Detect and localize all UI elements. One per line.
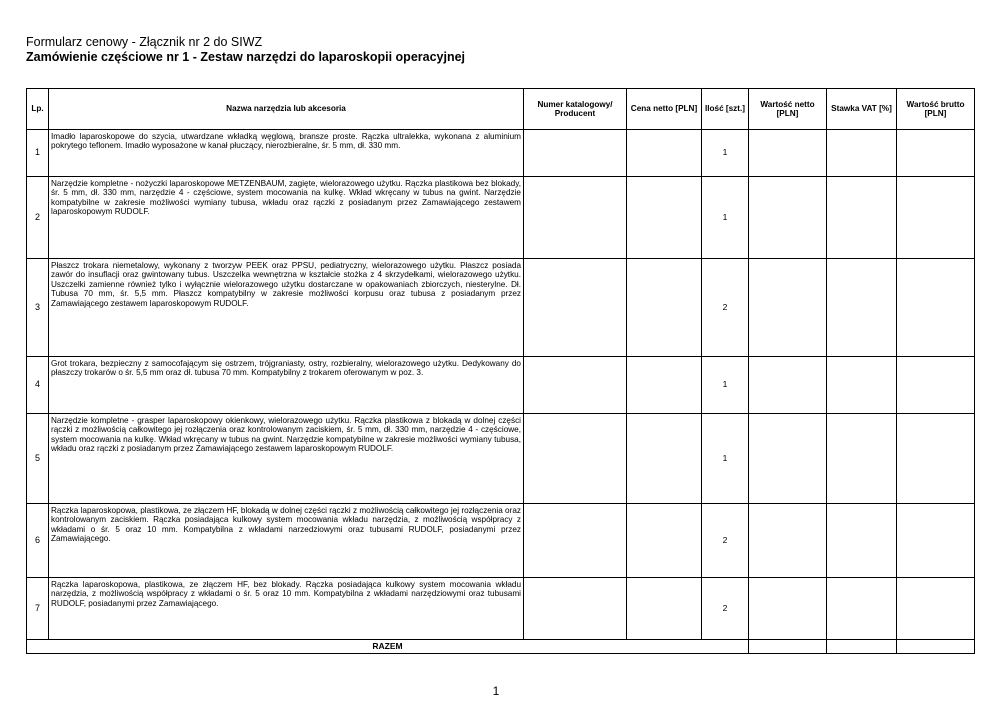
- row-description: Imadło laparoskopowe do szycia, utwardzane wkładką węglową, bransze proste. Rączka ultralekka, wykonana z aluminium pokrytego teflonem. Imadło wyposażone w kanał płuczący, nierozbieralne, śr. 5 mm, dł. 330 mm.: [49, 130, 524, 177]
- gross-value-cell[interactable]: [897, 130, 975, 177]
- net-price-cell[interactable]: [627, 504, 702, 578]
- catalog-number-cell[interactable]: [524, 177, 627, 259]
- price-form-table: [26, 88, 975, 654]
- table-row: [27, 414, 975, 504]
- vat-rate-cell[interactable]: [827, 578, 897, 640]
- document-header: [26, 35, 465, 65]
- row-description: Narzędzie kompletne - grasper laparoskopowy okienkowy, wielorazowego użytku. Rączka plastikowa z blokadą w dolnej części rączki z możliwością całkowitego jej rozłączenia oraz kontrolowanym zaciskiem, śr. 5 mm, dł. 330 mm, narzędzie 4 - częściowe, system mocowania na kulkę. Wkład wkręcany w tubus na gwint. Narzędzie kompatybilne w zakresie możliwości wymiany tubusa, wkładu oraz rączki z posiadanym przez Zamawiającego zestawem laparoskopowym RUDOLF.: [49, 414, 524, 504]
- table-row: [27, 504, 975, 578]
- column-header-name: Nazwa narzędzia lub akcesoria: [49, 89, 524, 130]
- catalog-number-cell[interactable]: [524, 130, 627, 177]
- table-row: [27, 130, 975, 177]
- row-lp: 2: [27, 177, 49, 259]
- row-lp: 3: [27, 259, 49, 357]
- row-quantity: 1: [702, 177, 749, 259]
- row-quantity: 1: [702, 414, 749, 504]
- net-price-cell[interactable]: [627, 130, 702, 177]
- table-row: [27, 177, 975, 259]
- net-value-cell[interactable]: [749, 357, 827, 414]
- row-quantity: 2: [702, 259, 749, 357]
- column-header-net-price: Cena netto [PLN]: [627, 89, 702, 130]
- row-description: Rączka laparoskopowa, plastikowa, ze złączem HF, blokadą w dolnej części rączki z możliwością całkowitego jej rozłączenia oraz kontrolowanym zaciskiem. Rączka posiadająca kulkowy system mocowania wkładu narzędzia, z możliwością współpracy z wkładami o śr. 5 oraz 10 mm. Kompatybilna z wkładami narzedziowymi oraz tubusami RUDOLF, posiadanymi przez Zamawiającego.: [49, 504, 524, 578]
- row-description: Płaszcz trokara niemetalowy, wykonany z tworzyw PEEK oraz PPSU, pediatryczny, wielorazowego użytku. Płaszcz posiada zawór do insuflacji oraz gwintowany tubus. Uszczelka wewnętrzna w kształcie stożka z 4 skrzydełkami, wielorazowego użytku. Uszczelki zamienne również tylko i wyłącznie wielorazowego użytku dostarczane w opakowaniach zbiorczych, niesterylne. Dł. Tubusa 70 mm, śr. 5,5 mm. Płaszcz kompatybilny w zakresie możliwości korpusu oraz tubusa z posiadanym przez Zamawiającego zestawem laparoskopowym RUDOLF.: [49, 259, 524, 357]
- total-row: [27, 640, 975, 654]
- form-title: Zamówienie częściowe nr 1 - Zestaw narzędzi do laparoskopii operacyjnej: [26, 50, 466, 64]
- table-header-row: [27, 89, 975, 130]
- gross-value-cell[interactable]: [897, 414, 975, 504]
- catalog-number-cell[interactable]: [524, 504, 627, 578]
- table-row: [27, 357, 975, 414]
- net-value-cell[interactable]: [749, 177, 827, 259]
- net-value-cell[interactable]: [749, 578, 827, 640]
- catalog-number-cell[interactable]: [524, 414, 627, 504]
- row-quantity: 2: [702, 504, 749, 578]
- row-lp: 4: [27, 357, 49, 414]
- net-value-cell[interactable]: [749, 130, 827, 177]
- column-header-quantity: Ilość [szt.]: [702, 89, 749, 130]
- row-lp: 1: [27, 130, 49, 177]
- row-quantity: 1: [702, 357, 749, 414]
- catalog-number-cell[interactable]: [524, 259, 627, 357]
- vat-rate-cell[interactable]: [827, 130, 897, 177]
- net-price-cell[interactable]: [627, 259, 702, 357]
- gross-value-cell[interactable]: [897, 578, 975, 640]
- catalog-number-cell[interactable]: [524, 578, 627, 640]
- column-header-lp: Lp.: [27, 89, 49, 130]
- table-row: [27, 259, 975, 357]
- column-header-net-value: Wartość netto [PLN]: [749, 89, 827, 130]
- vat-rate-cell[interactable]: [827, 177, 897, 259]
- net-price-cell[interactable]: [627, 414, 702, 504]
- table-row: [27, 578, 975, 640]
- vat-rate-cell[interactable]: [827, 414, 897, 504]
- net-value-cell[interactable]: [749, 259, 827, 357]
- column-header-catalog-number: Numer katalogowy/ Producent: [524, 89, 627, 130]
- row-quantity: 1: [702, 130, 749, 177]
- column-header-vat-rate: Stawka VAT [%]: [827, 89, 897, 130]
- net-value-cell[interactable]: [749, 504, 827, 578]
- row-description: Grot trokara, bezpieczny z samocofającym się ostrzem, trójgraniasty, ostry, rozbieralny, wielorazowego użytku. Dedykowany do płaszczy trokarów o śr. 5,5 mm oraz dł. tubusa 70 mm. Kompatybilny z trokarem oferowanym w poz. 3.: [49, 357, 524, 414]
- vat-rate-cell[interactable]: [827, 504, 897, 578]
- net-price-cell[interactable]: [627, 357, 702, 414]
- total-gross-value-cell[interactable]: [897, 640, 975, 654]
- total-net-value-cell[interactable]: [749, 640, 827, 654]
- row-lp: 5: [27, 414, 49, 504]
- row-description: Rączka laparoskopowa, plastikowa, ze złączem HF, bez blokady. Rączka posiadająca kulkowy system mocowania wkładu narzędzia, z możliwością współpracy z wkładami o śr. 5 oraz 10 mm. Kompatybilna z wkładami narzędziowymi oraz tubusami RUDOLF, posiadanymi przez Zamawiającego.: [49, 578, 524, 640]
- net-price-cell[interactable]: [627, 578, 702, 640]
- catalog-number-cell[interactable]: [524, 357, 627, 414]
- gross-value-cell[interactable]: [897, 259, 975, 357]
- gross-value-cell[interactable]: [897, 504, 975, 578]
- page-number: 1: [492, 684, 500, 698]
- row-description: Narzędzie kompletne - nożyczki laparoskopowe METZENBAUM, zagięte, wielorazowego użytku. Rączka plastikowa bez blokady, śr. 5 mm, dł. 330 mm, narzędzie 4 - częściowe, system mocowania na kulkę. Wkład wkręcany w tubus na gwint. Narzędzie kompatybilne w zakresie możliwości wymiany tubusa, wkładu oraz rączki z posiadanym przez Zamawiającego zestawem laparoskopowym RUDOLF.: [49, 177, 524, 259]
- gross-value-cell[interactable]: [897, 177, 975, 259]
- total-vat-cell[interactable]: [827, 640, 897, 654]
- net-value-cell[interactable]: [749, 414, 827, 504]
- net-price-cell[interactable]: [627, 177, 702, 259]
- total-label: RAZEM: [27, 640, 749, 654]
- vat-rate-cell[interactable]: [827, 357, 897, 414]
- row-lp: 7: [27, 578, 49, 640]
- gross-value-cell[interactable]: [897, 357, 975, 414]
- vat-rate-cell[interactable]: [827, 259, 897, 357]
- form-subtitle: Formularz cenowy - Złącznik nr 2 do SIWZ: [26, 35, 263, 49]
- column-header-gross-value: Wartość brutto [PLN]: [897, 89, 975, 130]
- row-lp: 6: [27, 504, 49, 578]
- row-quantity: 2: [702, 578, 749, 640]
